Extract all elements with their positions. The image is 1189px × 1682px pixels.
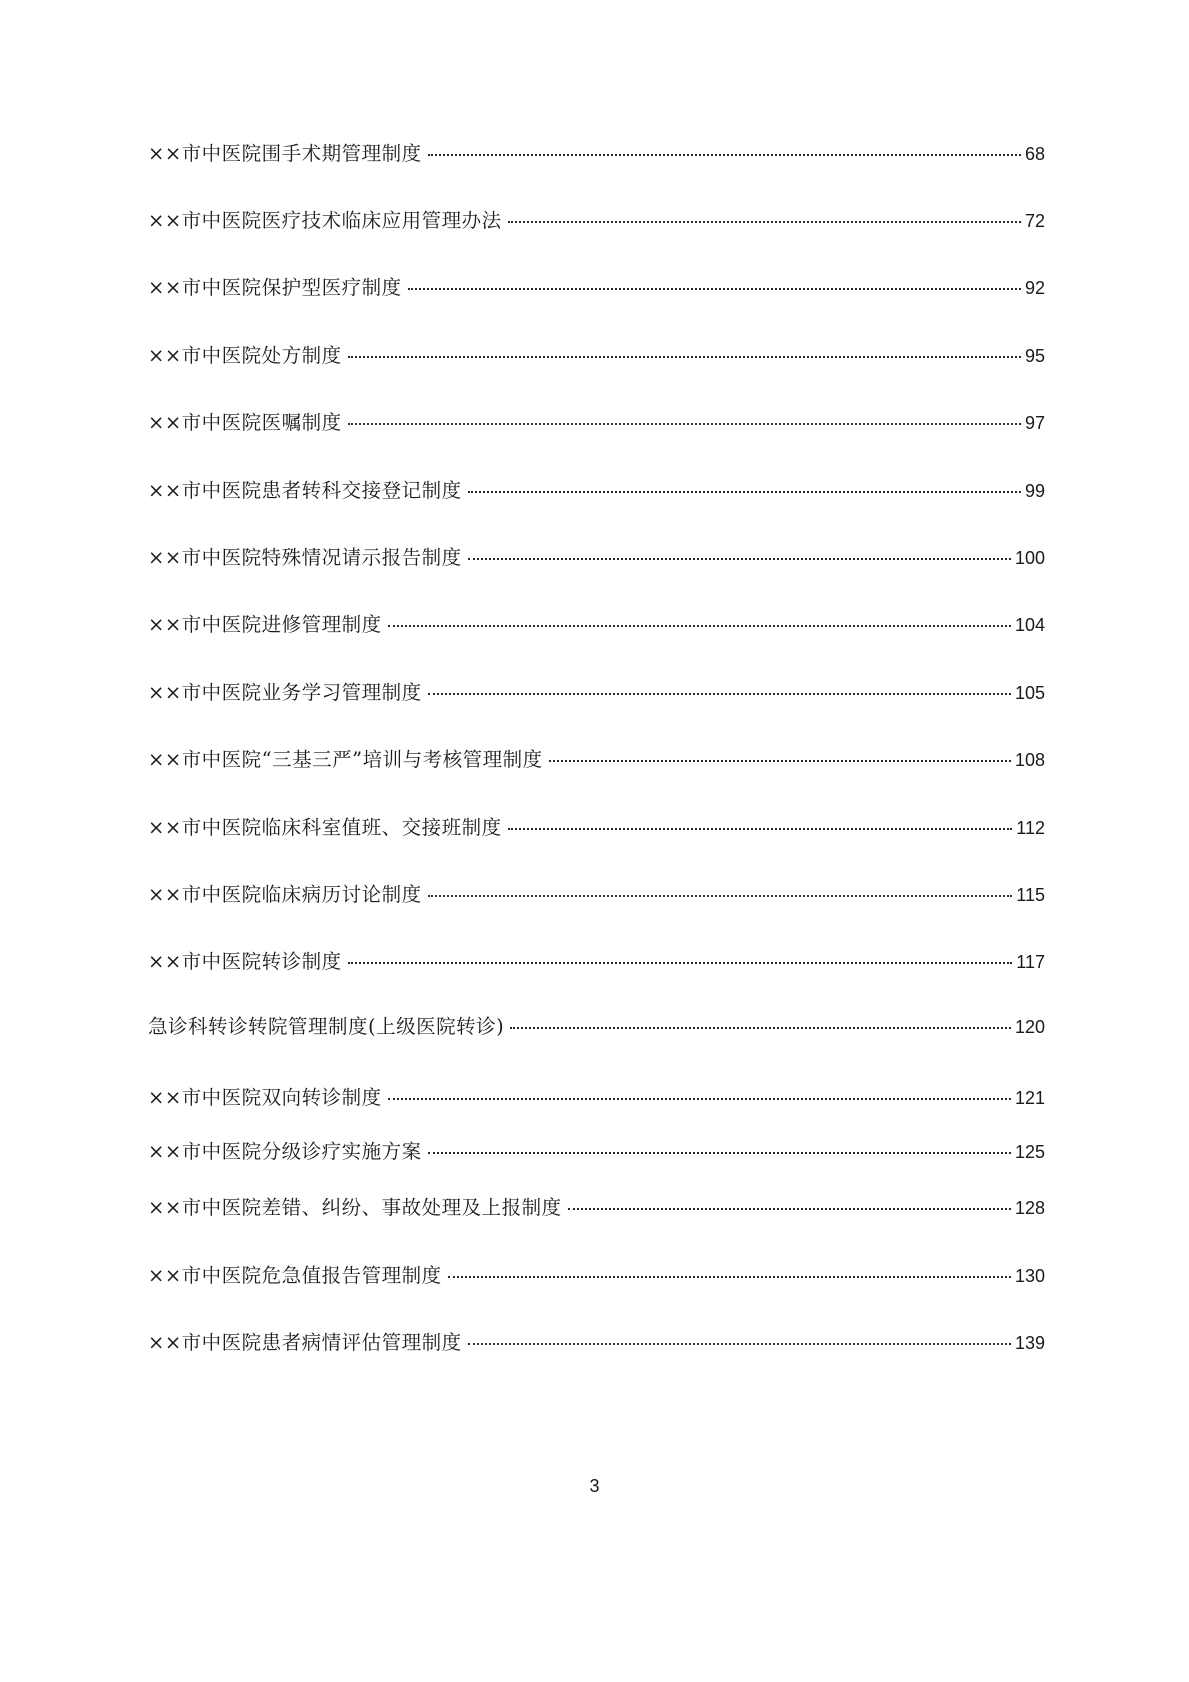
- toc-entry[interactable]: [148, 1137, 1045, 1167]
- toc-entry-title: ××市中医院处方制度: [148, 344, 342, 367]
- toc-entry-title: ××市中医院保护型医疗制度: [148, 276, 402, 299]
- toc-entry-title: ××市中医院围手术期管理制度: [148, 142, 422, 165]
- toc-dot-leader: [388, 1098, 1011, 1100]
- toc-entry[interactable]: [148, 1083, 1045, 1113]
- toc-dot-leader: [468, 1343, 1011, 1345]
- toc-entry-page: 130: [1014, 1266, 1045, 1286]
- toc-entry-page: 112: [1016, 818, 1045, 838]
- toc-entry[interactable]: [148, 341, 1045, 371]
- toc-entry[interactable]: [148, 206, 1045, 236]
- toc-entry-page: 121: [1014, 1088, 1045, 1108]
- toc-dot-leader: [348, 423, 1021, 425]
- toc-entry-page: 115: [1016, 885, 1045, 905]
- toc-dot-leader: [468, 558, 1011, 560]
- toc-entry-page: 125: [1014, 1142, 1045, 1162]
- toc-entry-title: ××市中医院临床科室值班、交接班制度: [148, 816, 502, 839]
- toc-entry-title: ××市中医院“三基三严”培训与考核管理制度: [148, 748, 543, 771]
- toc-entry[interactable]: [148, 1012, 1045, 1042]
- toc-entry-page: 95: [1024, 346, 1045, 366]
- toc-entry-title: 急诊科转诊转院管理制度(上级医院转诊): [148, 1015, 505, 1038]
- toc-entry[interactable]: [148, 476, 1045, 506]
- toc-dot-leader: [568, 1208, 1011, 1210]
- toc-dot-leader: [508, 221, 1021, 223]
- toc-entry[interactable]: [148, 408, 1045, 438]
- toc-entry[interactable]: [148, 880, 1045, 910]
- toc-entry[interactable]: [148, 543, 1045, 573]
- toc-entry-page: 120: [1014, 1017, 1045, 1037]
- toc-dot-leader: [348, 962, 1013, 964]
- toc-entry-title: ××市中医院医疗技术临床应用管理办法: [148, 209, 502, 232]
- toc-entry-title: ××市中医院差错、纠纷、事故处理及上报制度: [148, 1196, 562, 1219]
- toc-entry[interactable]: [148, 1261, 1045, 1291]
- toc-entry-page: 72: [1024, 211, 1045, 231]
- toc-entry-page: 68: [1024, 144, 1045, 164]
- toc-entry[interactable]: [148, 610, 1045, 640]
- toc-entry[interactable]: [148, 273, 1045, 303]
- toc-entry-title: ××市中医院双向转诊制度: [148, 1086, 382, 1109]
- toc-dot-leader: [428, 154, 1021, 156]
- toc-entry[interactable]: [148, 1328, 1045, 1358]
- toc-entry-title: ××市中医院分级诊疗实施方案: [148, 1140, 422, 1163]
- toc-dot-leader: [428, 693, 1011, 695]
- toc-entry-page: 100: [1014, 548, 1045, 568]
- page-number: 3: [589, 1476, 600, 1496]
- toc-entry-page: 108: [1014, 750, 1045, 770]
- toc-entry-title: ××市中医院医嘱制度: [148, 411, 342, 434]
- toc-dot-leader: [508, 828, 1013, 830]
- toc-entry-title: ××市中医院特殊情况请示报告制度: [148, 546, 462, 569]
- toc-dot-leader: [549, 760, 1011, 762]
- toc-entry-title: ××市中医院业务学习管理制度: [148, 681, 422, 704]
- toc-entry[interactable]: [148, 1193, 1045, 1223]
- toc-dot-leader: [408, 288, 1021, 290]
- toc-entry-page: 128: [1014, 1198, 1045, 1218]
- toc-entry-page: 97: [1024, 413, 1045, 433]
- toc-dot-leader: [510, 1027, 1011, 1029]
- toc-entry[interactable]: [148, 745, 1045, 775]
- toc-entry-title: ××市中医院临床病历讨论制度: [148, 883, 422, 906]
- toc-dot-leader: [448, 1276, 1011, 1278]
- toc-entry[interactable]: [148, 678, 1045, 708]
- toc-entry-page: 104: [1014, 615, 1045, 635]
- toc-entry[interactable]: [148, 947, 1045, 977]
- toc-entry-title: ××市中医院进修管理制度: [148, 613, 382, 636]
- toc-entry-title: ××市中医院患者转科交接登记制度: [148, 479, 462, 502]
- toc-dot-leader: [428, 1152, 1011, 1154]
- toc-entry-title: ××市中医院转诊制度: [148, 950, 342, 973]
- toc-entry-title: ××市中医院危急值报告管理制度: [148, 1264, 442, 1287]
- toc-entry-page: 92: [1024, 278, 1045, 298]
- toc-entry[interactable]: [148, 813, 1045, 843]
- toc-entry-page: 117: [1016, 952, 1045, 972]
- toc-entry-page: 99: [1024, 481, 1045, 501]
- toc-dot-leader: [388, 625, 1011, 627]
- toc-dot-leader: [428, 895, 1013, 897]
- toc-dot-leader: [468, 491, 1021, 493]
- toc-entry-page: 139: [1014, 1333, 1045, 1353]
- toc-entry-page: 105: [1014, 683, 1045, 703]
- toc-dot-leader: [348, 356, 1021, 358]
- toc-entry-title: ××市中医院患者病情评估管理制度: [148, 1331, 462, 1354]
- toc-entry[interactable]: [148, 139, 1045, 169]
